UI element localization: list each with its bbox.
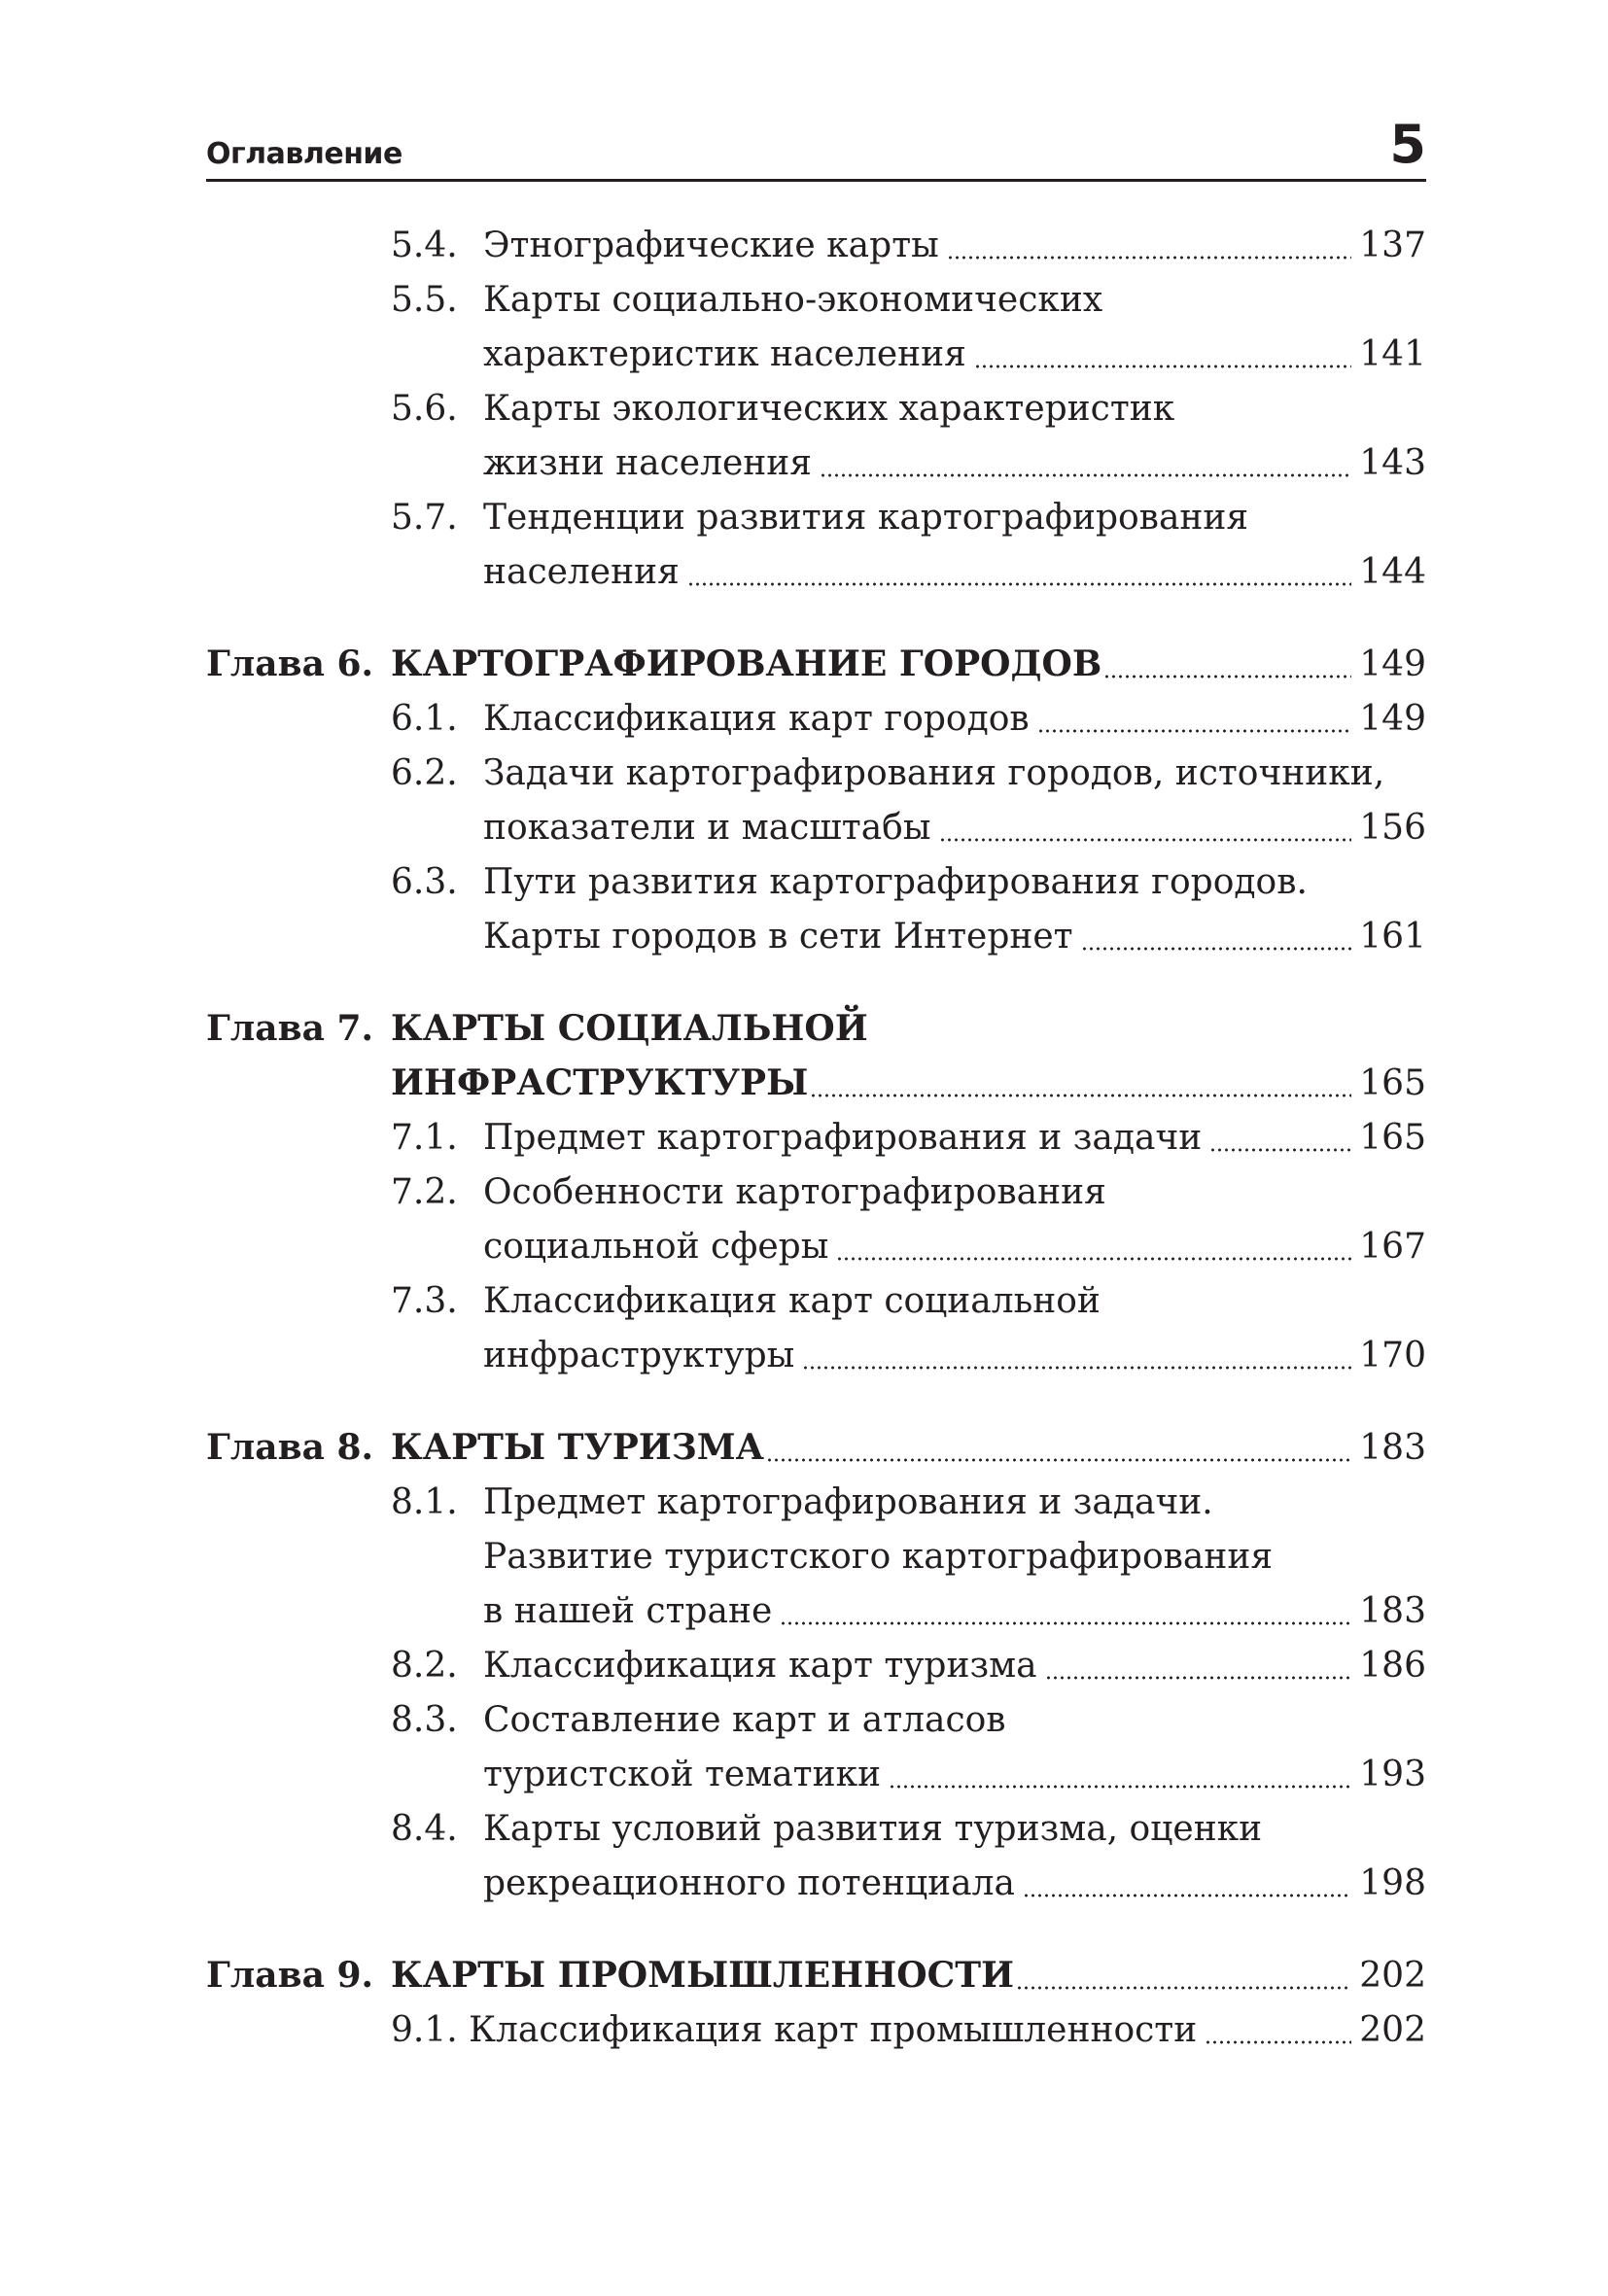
page-reference: 202 [1359,2010,1426,2050]
dot-leader [1103,675,1351,678]
entry-title-line: показатели и масштабы [483,808,931,848]
section-number: 5.4. [391,226,458,265]
page-reference: 149 [1359,699,1426,739]
section-number: 8.1. [391,1482,458,1522]
page-reference: 183 [1359,1591,1426,1631]
entry-body [483,1274,1426,1383]
entry-title-line: в нашей стране [483,1591,773,1631]
section-number: 6.1. [391,699,458,739]
entry-body [483,747,1426,855]
entry-title-line: Классификация карт туризма [483,1646,1037,1686]
section-number: 7.1. [391,1118,458,1158]
entry-title-line: Карты социально-экономических [483,280,1103,320]
entry-body [391,1001,1426,1111]
toc-chapter [0,637,1608,692]
toc-chapter [0,1420,1608,1476]
toc-section [0,2003,1608,2058]
entry-title-line: Тенденции развития картографирования [483,498,1249,538]
toc-section [0,273,1608,382]
entry-body [391,2003,1426,2058]
entry-body [391,1420,1426,1476]
entry-last-line [483,1111,1426,1165]
entry-body [483,1476,1426,1639]
toc-section [0,1111,1608,1165]
entry-title-line: Карты городов в сети Интернет [483,917,1073,957]
entry-last-line [391,1056,1426,1111]
dot-leader [1037,729,1352,733]
entry-title-line: туристской тематики [483,1755,882,1794]
entry-body [483,692,1426,747]
entry-title-line: жизни населения [483,443,812,483]
entry-body [483,219,1426,273]
toc-chapter [0,1948,1608,2003]
section-number: 5.7. [391,498,458,538]
toc-chapter [0,1001,1608,1111]
entry-title-line: Предмет картографирования и задачи [483,1118,1203,1158]
section-number: 8.4. [391,1809,458,1849]
entry-title-line: 9.1. Классификация карт промышленности [391,2010,1198,2050]
toc-section [0,1476,1608,1639]
entry-title-line: КАРТОГРАФИРОВАНИЕ ГОРОДОВ [391,644,1102,684]
page-reference: 170 [1359,1336,1426,1375]
section-number: 6.3. [391,862,458,902]
page-reference: 149 [1359,644,1426,684]
dot-leader [766,1458,1351,1462]
toc-section [0,1693,1608,1802]
entry-last-line [483,910,1426,964]
page-reference: 186 [1359,1646,1426,1686]
page-reference: 144 [1359,552,1426,592]
toc-section [0,1802,1608,1911]
dot-leader [780,1621,1351,1625]
chapter-label: Глава 7. [206,1008,374,1049]
entry-title-line: ИНФРАСТРУКТУРЫ [391,1062,809,1103]
page-reference: 161 [1359,917,1426,957]
entry-title-line: Составление карт и атласов [483,1700,1006,1740]
toc-section [0,855,1608,964]
entry-body [391,637,1426,692]
dot-leader [1016,1986,1351,1990]
entry-body [483,491,1426,600]
toc-section [0,219,1608,273]
entry-title-line: инфраструктуры [483,1336,795,1375]
entry-title-line: рекреационного потенциала [483,1863,1015,1903]
entry-last-line [483,328,1426,382]
entry-title-line: Этнографические карты [483,226,939,265]
entry-title-line: характеристик населения [483,334,966,374]
dot-leader [947,256,1352,260]
entry-body [483,1111,1426,1165]
page-number: 5 [1389,114,1426,175]
chapter-label: Глава 6. [206,644,374,684]
entry-title-line: КАРТЫ ПРОМЫШЛЕННОСТИ [391,1955,1015,1996]
entry-last-line [483,1329,1426,1383]
dot-leader [889,1785,1351,1789]
entry-body [391,1948,1426,2003]
entry-body [483,1693,1426,1802]
entry-title-line: Пути развития картографирования городов. [483,862,1308,902]
page-reference: 167 [1359,1227,1426,1267]
entry-body [483,273,1426,382]
toc-section [0,491,1608,600]
entry-body [483,1802,1426,1911]
entry-title-line: Задачи картографирования городов, источники, [483,753,1385,793]
dot-leader [802,1366,1351,1370]
section-number: 7.2. [391,1172,458,1212]
entry-last-line [483,1857,1426,1911]
chapter-label: Глава 8. [206,1427,374,1468]
entry-last-line [391,637,1426,692]
entry-body [483,382,1426,491]
dot-leader [1205,2040,1351,2044]
dot-leader [1023,1894,1351,1897]
entry-last-line [483,1748,1426,1802]
page-reference: 137 [1359,226,1426,265]
section-number: 6.2. [391,753,458,793]
page-reference: 143 [1359,443,1426,483]
section-number: 8.2. [391,1646,458,1686]
running-title: Оглавление [206,137,402,171]
entry-title-line: КАРТЫ СОЦИАЛЬНОЙ [391,1008,868,1049]
section-number: 5.5. [391,280,458,320]
dot-leader [820,473,1351,477]
section-number: 8.3. [391,1700,458,1740]
entry-last-line [483,219,1426,273]
dot-leader [836,1257,1351,1261]
entry-last-line [483,436,1426,491]
table-of-contents [0,219,1608,2058]
page-reference: 165 [1359,1118,1426,1158]
dot-leader [687,582,1351,586]
entry-last-line [391,1420,1426,1476]
toc-section [0,692,1608,747]
entry-last-line [483,1220,1426,1274]
page-reference: 141 [1359,334,1426,374]
chapter-label: Глава 9. [206,1955,374,1996]
toc-section [0,382,1608,491]
entry-title-line: Карты экологических характеристик [483,389,1175,429]
dot-leader [974,365,1351,368]
page-reference: 183 [1359,1428,1426,1468]
entry-title-line: Классификация карт городов [483,699,1030,739]
section-number: 5.6. [391,389,458,429]
section-number: 7.3. [391,1281,458,1321]
entry-last-line [483,1584,1426,1639]
running-header [206,115,1426,182]
dot-leader [810,1094,1351,1097]
entry-body [483,855,1426,964]
entry-title-line: социальной сферы [483,1227,829,1267]
entry-last-line [483,801,1426,855]
entry-title-line: Карты условий развития туризма, оценки [483,1809,1263,1849]
toc-section [0,1274,1608,1383]
entry-title-line: Особенности картографирования [483,1172,1106,1212]
page-reference: 193 [1359,1755,1426,1794]
entry-last-line [391,2003,1426,2058]
page-reference: 156 [1359,808,1426,848]
entry-title-line: Классификация карт социальной [483,1281,1101,1321]
entry-title-line: Предмет картографирования и задачи. [483,1482,1213,1522]
dot-leader [939,838,1352,842]
page-reference: 198 [1359,1863,1426,1903]
entry-last-line [483,692,1426,747]
dot-leader [1045,1676,1352,1680]
toc-section [0,1165,1608,1274]
dot-leader [1081,947,1352,951]
entry-title-line: Развитие туристского картографирования [483,1537,1274,1577]
entry-last-line [483,545,1426,600]
entry-title-line: КАРТЫ ТУРИЗМА [391,1427,764,1468]
page-reference: 165 [1359,1063,1426,1103]
entry-last-line [483,1639,1426,1693]
entry-title-line: населения [483,552,680,592]
dot-leader [1209,1148,1351,1152]
entry-body [483,1165,1426,1274]
toc-section [0,747,1608,855]
page-reference: 202 [1359,1956,1426,1996]
entry-last-line [391,1948,1426,2003]
entry-body [483,1639,1426,1693]
toc-section [0,1639,1608,1693]
